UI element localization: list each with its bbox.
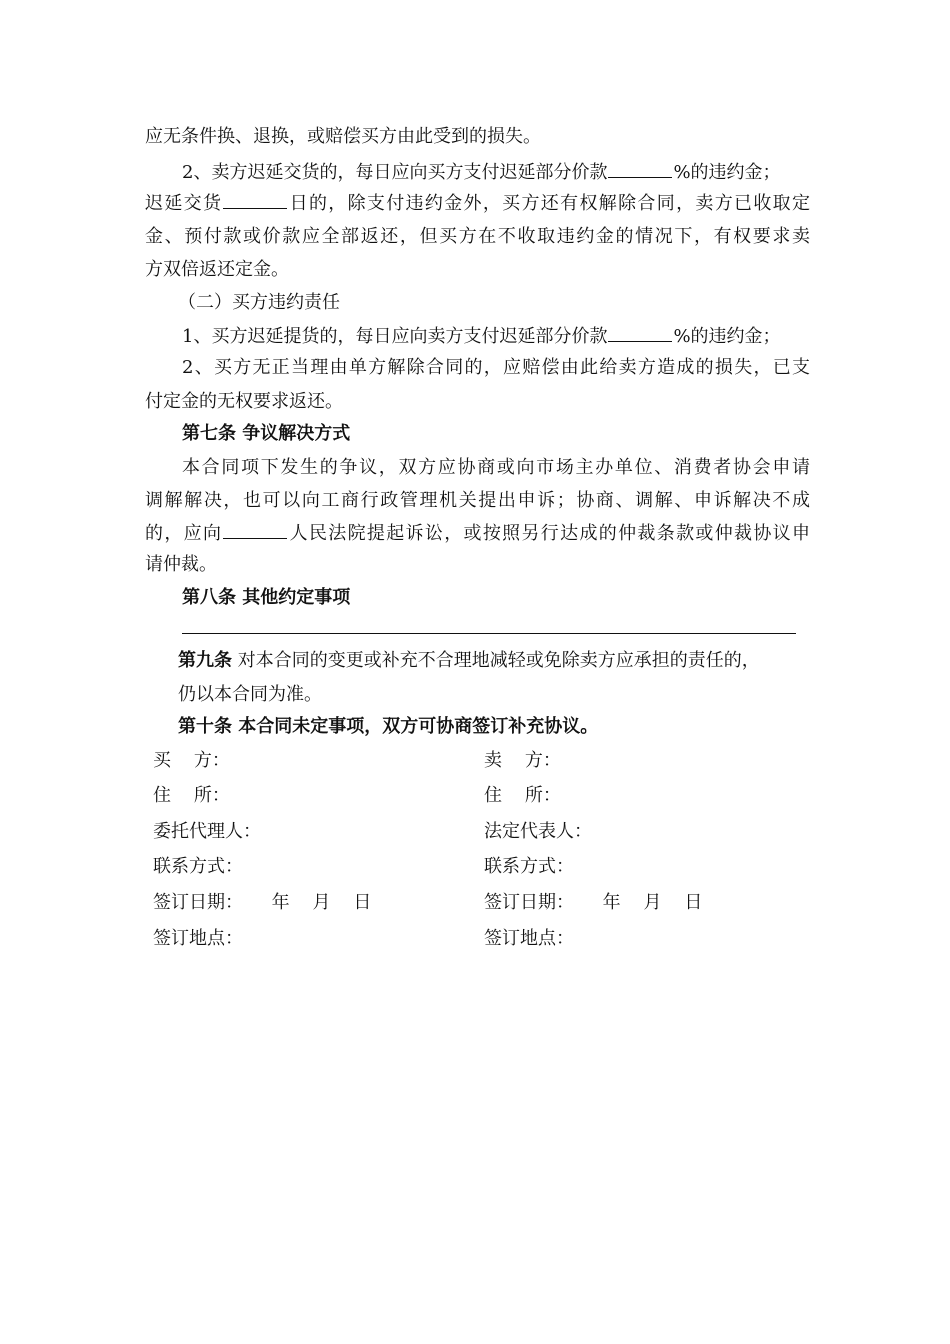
article-heading: 第十条 本合同未定事项，双方可协商签订补充协议。 xyxy=(178,716,599,737)
article-heading: 第七条 争议解决方式 xyxy=(182,423,351,444)
buyer-address-label: 住 所： xyxy=(153,785,230,806)
seller-contact-label: 联系方式： xyxy=(484,856,574,877)
text-span: 2、卖方迟延交货的，每日应向买方支付迟延部分价款 xyxy=(182,162,608,183)
seller-date-label: 签订日期： 年 月 日 xyxy=(484,892,703,913)
fill-in-line xyxy=(182,633,796,634)
text-span: %的违约金； xyxy=(673,326,781,347)
seller-address-label: 住 所： xyxy=(484,785,561,806)
clause-text-line xyxy=(145,190,810,216)
text-span: 人民法院提起诉讼，或按照另行达成的仲裁条款或仲裁协议申 xyxy=(288,523,811,544)
buyer-label: 买 方： xyxy=(153,750,230,771)
days-blank xyxy=(223,190,287,209)
buyer-date-label: 签订日期： 年 月 日 xyxy=(153,892,372,913)
text-span: 日的，除支付违约金外，买方还有权解除合同，卖方已收取定 xyxy=(288,193,811,214)
percentage-blank xyxy=(608,159,672,178)
clause-text-line: 金、预付款或价款应全部返还，但买方在不收取违约金的情况下，有权要求卖 xyxy=(145,226,810,247)
text-span: %的违约金； xyxy=(673,162,781,183)
percentage-blank xyxy=(608,323,672,342)
clause-text-line xyxy=(178,648,810,674)
clause-text-line: 调解解决，也可以向工商行政管理机关提出申诉；协商、调解、申诉解决不成 xyxy=(145,490,810,511)
article-label: 第九条 xyxy=(178,650,232,671)
clause-text-line xyxy=(145,124,810,150)
text-span: 应无条件换、退换，或赔偿买方由此受到的损失。 xyxy=(145,126,541,147)
clause-text-line: 方双倍返还定金。 xyxy=(145,259,289,280)
seller-label: 卖 方： xyxy=(484,750,561,771)
buyer-place-label: 签订地点： xyxy=(153,928,243,949)
text-span: 迟延交货 xyxy=(145,193,223,214)
clause-text-line: 本合同项下发生的争议，双方应协商或向市场主办单位、消费者协会申请 xyxy=(182,457,810,478)
clause-text-line: 请仲裁。 xyxy=(145,554,217,575)
clause-text-line: 仍以本合同为准。 xyxy=(178,684,322,705)
clause-text-line xyxy=(182,323,810,349)
buyer-contact-label: 联系方式： xyxy=(153,856,243,877)
article-heading: 第八条 其他约定事项 xyxy=(182,587,351,608)
sub-heading: （二）买方违约责任 xyxy=(178,292,340,313)
clause-text-line xyxy=(145,520,810,546)
text-span: 的，应向 xyxy=(145,523,223,544)
seller-place-label: 签订地点： xyxy=(484,928,574,949)
buyer-agent-label: 委托代理人： xyxy=(153,821,261,842)
text-span: 对本合同的变更或补充不合理地减轻或免除卖方应承担的责任的， xyxy=(232,650,760,671)
text-span: 1、买方迟延提货的，每日应向卖方支付迟延部分价款 xyxy=(182,326,608,347)
court-blank xyxy=(223,520,287,539)
clause-text-line: 2、买方无正当理由单方解除合同的，应赔偿由此给卖方造成的损失，已支 xyxy=(182,357,810,378)
clause-text-line: 付定金的无权要求返还。 xyxy=(145,391,343,412)
seller-representative-label: 法定代表人： xyxy=(484,821,592,842)
clause-text-line xyxy=(182,159,810,185)
